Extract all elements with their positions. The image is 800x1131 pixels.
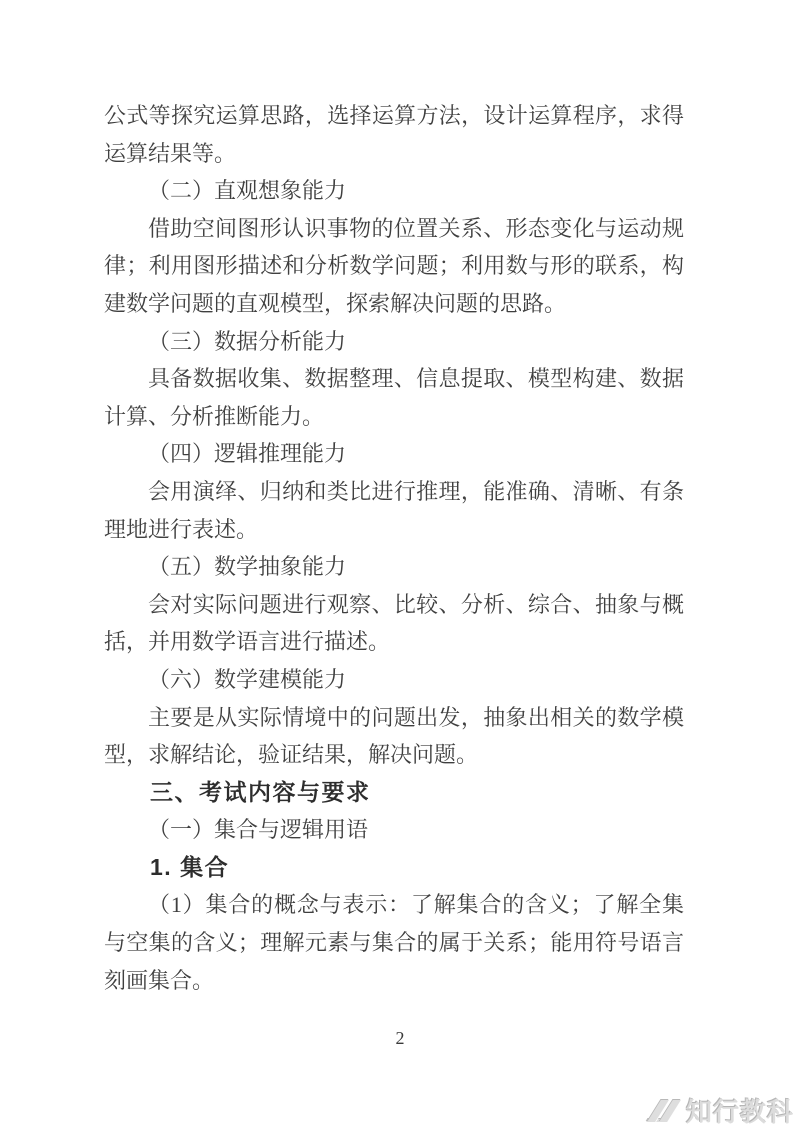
text-line: （四）逻辑推理能力 bbox=[148, 441, 347, 467]
watermark bbox=[647, 1092, 794, 1129]
text-line: 1. 集合 bbox=[150, 853, 230, 880]
text-line: 刻画集合。 bbox=[104, 967, 215, 993]
text-line: （五）数学抽象能力 bbox=[148, 554, 347, 580]
text-line: 理地进行表述。 bbox=[104, 516, 259, 542]
text-line: （六）数学建模能力 bbox=[148, 666, 347, 692]
text-line: 与空集的含义；理解元素与集合的属于关系；能用符号语言 bbox=[104, 930, 684, 956]
text-line: 主要是从实际情境中的问题出发，抽象出相关的数学模 bbox=[148, 704, 684, 730]
text-line: 会对实际问题进行观察、比较、分析、综合、抽象与概 bbox=[148, 591, 684, 617]
text-line: 公式等探究运算思路，选择运算方法，设计运算程序，求得 bbox=[104, 103, 684, 128]
text-line: 建数学问题的直观模型，探索解决问题的思路。 bbox=[104, 290, 567, 316]
text-line: 型，求解结论，验证结果，解决问题。 bbox=[104, 742, 479, 768]
text-line: 三、考试内容与要求 bbox=[150, 778, 371, 805]
text-line: （三）数据分析能力 bbox=[148, 328, 347, 354]
text-line: 律；利用图形描述和分析数学问题；利用数与形的联系，构 bbox=[104, 253, 684, 279]
page-number: 2 bbox=[395, 1028, 405, 1048]
document-page bbox=[104, 97, 684, 999]
text-line: （一）集合与逻辑用语 bbox=[148, 817, 369, 843]
double-slash-logo-icon bbox=[647, 1097, 679, 1125]
text-line: （1）集合的概念与表示：了解集合的含义；了解全集 bbox=[148, 892, 684, 918]
text-line: 括，并用数学语言进行描述。 bbox=[104, 629, 391, 655]
text-line: 借助空间图形认识事物的位置关系、形态变化与运动规 bbox=[148, 215, 684, 241]
watermark-text: 知行教科 bbox=[685, 1097, 794, 1127]
text-line: 计算、分析推断能力。 bbox=[104, 403, 325, 429]
text-line: （二）直观想象能力 bbox=[148, 178, 347, 204]
text-line: 运算结果等。 bbox=[104, 140, 237, 166]
text-line: 会用演绎、归纳和类比进行推理，能准确、清晰、有条 bbox=[148, 478, 684, 504]
text-line: 具备数据收集、数据整理、信息提取、模型构建、数据 bbox=[148, 366, 684, 392]
